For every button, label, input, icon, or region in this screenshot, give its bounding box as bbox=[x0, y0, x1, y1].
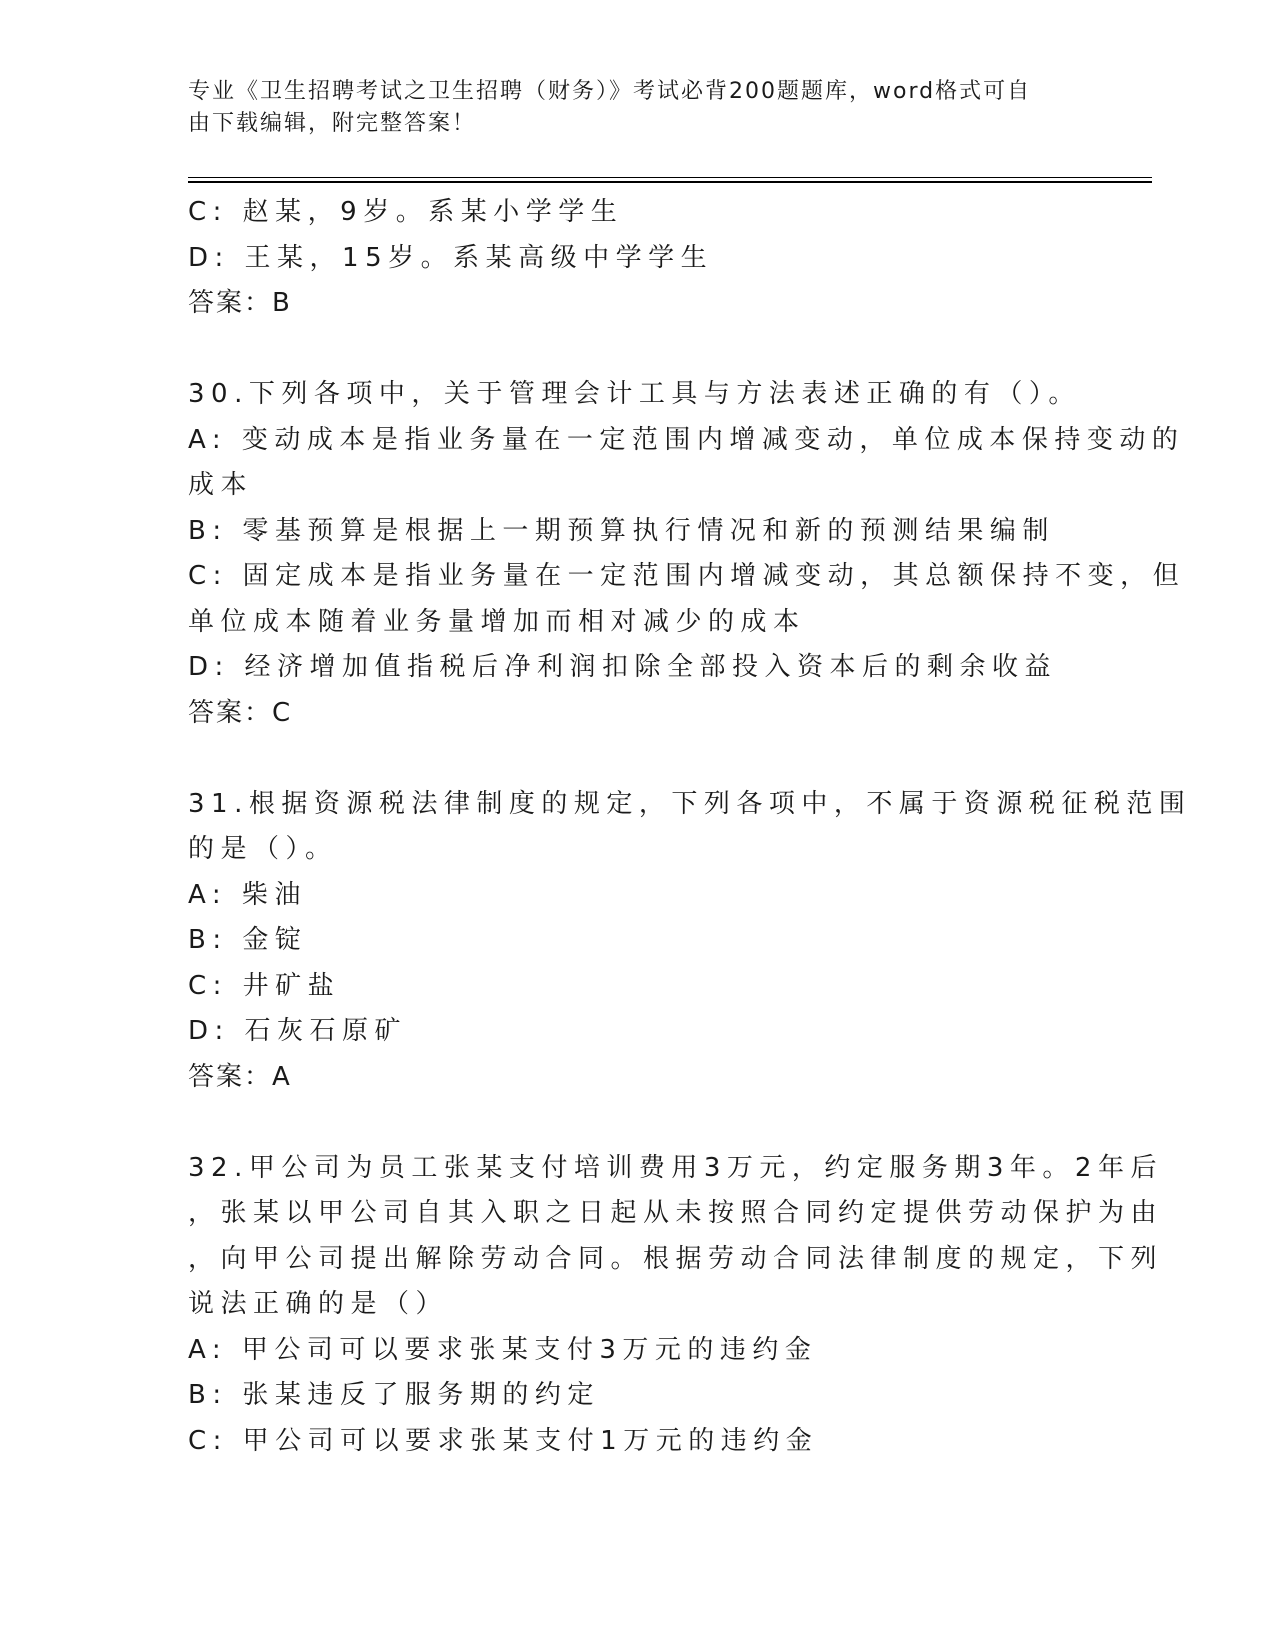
header-title-line-1: 专业《卫生招聘考试之卫生招聘（财务）》考试必背200题题库，word格式可自 bbox=[188, 79, 1032, 104]
spacer bbox=[188, 1100, 1068, 1146]
q30-option-b: B: 零基预算是根据上一期预算执行情况和新的预测结果编制 bbox=[188, 515, 1055, 546]
q29-answer: 答案：B bbox=[188, 288, 292, 318]
header-divider-thin bbox=[188, 177, 1152, 178]
q30-option-d: D: 经济增加值指税后净利润扣除全部投入资本后的剩余收益 bbox=[188, 652, 1058, 682]
q32-stem-line-4: 说法正确的是（） bbox=[188, 1289, 449, 1319]
document-body bbox=[188, 190, 1192, 1464]
q31-option-a: A: 柴油 bbox=[188, 879, 307, 910]
document-header bbox=[188, 76, 1068, 140]
q29-option-c: C: 赵某，9岁。系某小学学生 bbox=[188, 197, 624, 227]
q32-option-b: B: 张某违反了服务期的约定 bbox=[188, 1380, 600, 1410]
spacer bbox=[188, 327, 1068, 373]
q30-option-a-line-2: 成本 bbox=[188, 470, 254, 500]
q32-stem-line-3: ，向甲公司提出解除劳动合同。根据劳动合同法律制度的规定，下列 bbox=[188, 1243, 1164, 1274]
header-divider-thick bbox=[188, 181, 1152, 183]
q32-option-a: A: 甲公司可以要求张某支付3万元的违约金 bbox=[188, 1334, 818, 1365]
q31-option-b: B: 金锭 bbox=[188, 925, 308, 955]
q30-answer: 答案：C bbox=[188, 697, 293, 728]
q30-option-a-line-1: A: 变动成本是指业务量在一定范围内增减变动，单位成本保持变动的 bbox=[188, 424, 1185, 455]
q30-option-c-line-2: 单位成本随着业务量增加而相对减少的成本 bbox=[188, 606, 806, 637]
spacer bbox=[188, 736, 1068, 782]
q31-answer: 答案：A bbox=[188, 1061, 292, 1092]
q31-option-d: D: 石灰石原矿 bbox=[188, 1016, 408, 1046]
q30-stem: 30.下列各项中，关于管理会计工具与方法表述正确的有（）。 bbox=[188, 379, 1081, 409]
header-title-line-2: 由下载编辑，附完整答案！ bbox=[188, 111, 477, 136]
q32-stem-line-2: ，张某以甲公司自其入职之日起从未按照合同约定提供劳动保护为由 bbox=[188, 1198, 1164, 1228]
q29-option-d: D: 王某，15岁。系某高级中学学生 bbox=[188, 242, 714, 273]
q32-option-c: C: 甲公司可以要求张某支付1万元的违约金 bbox=[188, 1425, 819, 1456]
q31-option-c: C: 井矿盐 bbox=[188, 970, 341, 1001]
q32-stem-line-1: 32.甲公司为员工张某支付培训费用3万元，约定服务期3年。2年后 bbox=[188, 1152, 1163, 1183]
q31-stem-line-1: 31.根据资源税法律制度的规定，下列各项中，不属于资源税征税范围 bbox=[188, 788, 1192, 819]
q30-option-c-line-1: C: 固定成本是指业务量在一定范围内增减变动，其总额保持不变，但 bbox=[188, 561, 1186, 591]
q31-stem-line-2: 的是（）。 bbox=[188, 834, 338, 864]
